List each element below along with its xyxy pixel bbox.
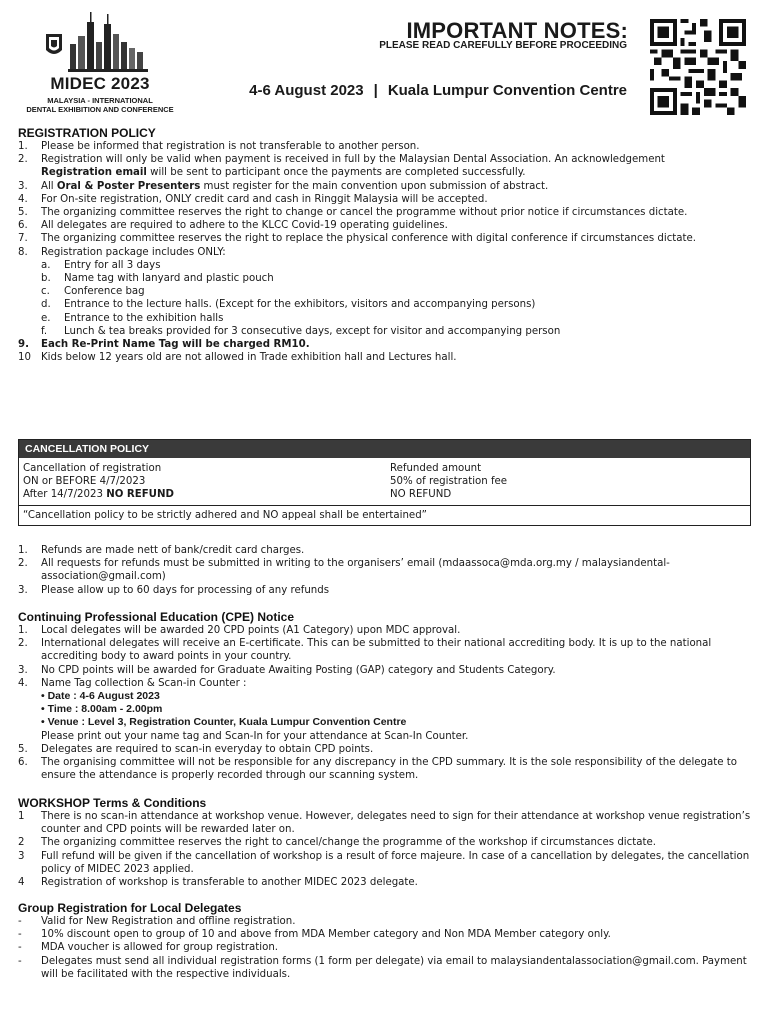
list-item: 6. All delegates are required to adhere to the KLCC Covid-19 operating guidelines.: [18, 220, 448, 232]
list-item: 3. All Oral & Poster Presenters must register for the main convention upon submission of abstract.: [18, 180, 549, 192]
logo-subtitle: MALAYSIA - INTERNATIONAL DENTAL EXHIBITION AND CONFERENCE: [26, 96, 174, 114]
list-item: - Valid for New Registration and offline registration.: [18, 916, 296, 927]
list-item: 6. The organising committee will not be responsible for any discrepancy in the CPD summary. It is the sole responsibility of the delegate to ensure the attendance is properly recorded through our scanning system.: [18, 757, 737, 782]
package-item: f. Lunch & tea breaks provided for 3 consecutive days, except for visitor and accompanying person: [41, 325, 561, 337]
workshop-heading: WORKSHOP Terms & Conditions: [18, 796, 207, 810]
group-registration-heading: Group Registration for Local Delegates: [18, 901, 242, 915]
list-item: 7. The organizing committee reserves the right to replace the physical conference with digital conference if circumstances dictate.: [18, 233, 697, 245]
list-item: 5. Delegates are required to scan-in everyday to obtain CPD points.: [18, 743, 374, 755]
qr-code-icon: [648, 19, 748, 115]
list-item: - Delegates must send all individual registration forms (1 form per delegate) via email to malaysiandentalassociation@gmail.com. Payment will be facilitated with the respective individuals.: [18, 955, 747, 980]
event-dates: 4-6 August 2023: [249, 82, 364, 99]
list-item: 2. All requests for refunds must be submitted in writing to the organisers’ email (mdaassoca@mda.org.my / malaysiandental-association@gmail.com): [18, 558, 670, 583]
list-item: 4. Name Tag collection & Scan-in Counter :: [18, 677, 247, 689]
list-item: 4 Registration of workshop is transferable to another MIDEC 2023 delegate.: [18, 877, 418, 889]
event-info: 4-6 August 2023 | Kuala Lumpur Convention Centre: [249, 82, 627, 99]
scan-in-time: • Time : 8.00am - 2.00pm: [41, 703, 163, 716]
cancellation-policy-heading: CANCELLATION POLICY: [19, 440, 750, 458]
scan-in-venue: • Venue : Level 3, Registration Counter, Kuala Lumpur Convention Centre: [41, 716, 407, 729]
list-item: 8. Registration package includes ONLY:: [18, 246, 226, 258]
package-item: a. Entry for all 3 days: [41, 259, 161, 271]
registration-policy-heading: REGISTRATION POLICY: [18, 126, 156, 140]
list-item: 2 The organizing committee reserves the right to cancel/change the programme of the workshop if circumstances dictate.: [18, 837, 656, 849]
registration-policy-list: [18, 140, 754, 364]
list-item: 10 Kids below 12 years old are not allowed in Trade exhibition hall and Lectures hall.: [18, 352, 457, 364]
list-item: - MDA voucher is allowed for group registration.: [18, 942, 279, 954]
list-item: 1. Please be informed that registration is not transferable to another person.: [18, 141, 420, 152]
city-skyline-logo-icon: [40, 12, 160, 74]
list-item: 1. Local delegates will be awarded 20 CPD points (A1 Category) upon MDC approval.: [18, 625, 461, 636]
package-item: e. Entrance to the exhibition halls: [41, 312, 224, 324]
scan-in-date: • Date : 4-6 August 2023: [41, 690, 160, 703]
workshop-terms-list: [18, 810, 754, 889]
logo-name: MIDEC 2023: [50, 74, 150, 93]
refund-notes-list: [18, 544, 754, 597]
event-venue: Kuala Lumpur Convention Centre: [387, 82, 627, 99]
list-item: 3. No CPD points will be awarded for Graduate Awaiting Posting (GAP) category and Students Category.: [18, 664, 556, 676]
midec-logo: [20, 12, 180, 118]
cpe-notice-list: [18, 624, 754, 782]
list-item: 1. Refunds are made nett of bank/credit card charges.: [18, 545, 305, 556]
cpe-notice-heading: Continuing Professional Education (CPE) Notice: [18, 610, 295, 624]
scan-in-note: Please print out your name tag and Scan-In for your attendance at Scan-In Counter.: [41, 730, 469, 742]
package-item: d. Entrance to the lecture halls. (Except for the exhibitors, visitors and accompanying persons): [41, 299, 536, 311]
list-item: 2. Registration will only be valid when payment is received in full by the Malaysian Dental Association. An acknowledgement Registration email will be sent to participant once the payments are completed successfully.: [18, 154, 665, 179]
list-item: 3. Please allow up to 60 days for processing of any refunds: [18, 584, 330, 596]
cancellation-policy-table: [18, 439, 751, 526]
cancellation-right-column: Refunded amount 50% of registration fee NO REFUND: [390, 463, 508, 501]
cancellation-policy-footer: “Cancellation policy to be strictly adhered and NO appeal shall be entertained”: [23, 510, 427, 521]
package-item: b. Name tag with lanyard and plastic pouch: [41, 273, 274, 285]
package-item: c. Conference bag: [41, 286, 145, 298]
cancellation-left-column: Cancellation of registration ON or BEFORE 4/7/2023 After 14/7/2023 NO REFUND: [23, 463, 174, 501]
page-title: IMPORTANT NOTES:: [406, 18, 628, 43]
list-item: 3 Full refund will be given if the cancellation of workshop is a result of force majeure. In case of a cancellation by delegates, the cancellation policy of MIDEC 2023 applied.: [18, 850, 750, 875]
cancellation-policy-body: [19, 458, 750, 506]
group-registration-list: [18, 915, 754, 981]
list-item: 1 There is no scan-in attendance at workshop venue. However, delegates need to sign for their attendance at workshop venue registration’s counter and CPD points will be rewarded later on.: [18, 811, 751, 836]
page-subtitle: PLEASE READ CAREFULLY BEFORE PROCEEDING: [379, 40, 627, 51]
list-item: 4. For On-site registration, ONLY credit card and cash in Ringgit Malaysia will be accepted.: [18, 193, 488, 205]
list-item: 9. Each Re-Print Name Tag will be charged RM10.: [18, 339, 310, 351]
list-item: 2. International delegates will receive an E-certificate. This can be submitted to their national accrediting body. It is up to the national accrediting body to award points in your country.: [18, 638, 712, 663]
list-item: 5. The organizing committee reserves the right to change or cancel the programme without prior notice if circumstances dictate.: [18, 207, 688, 219]
list-item: - 10% discount open to group of 10 and above from MDA Member category and Non MDA Member category only.: [18, 929, 611, 941]
